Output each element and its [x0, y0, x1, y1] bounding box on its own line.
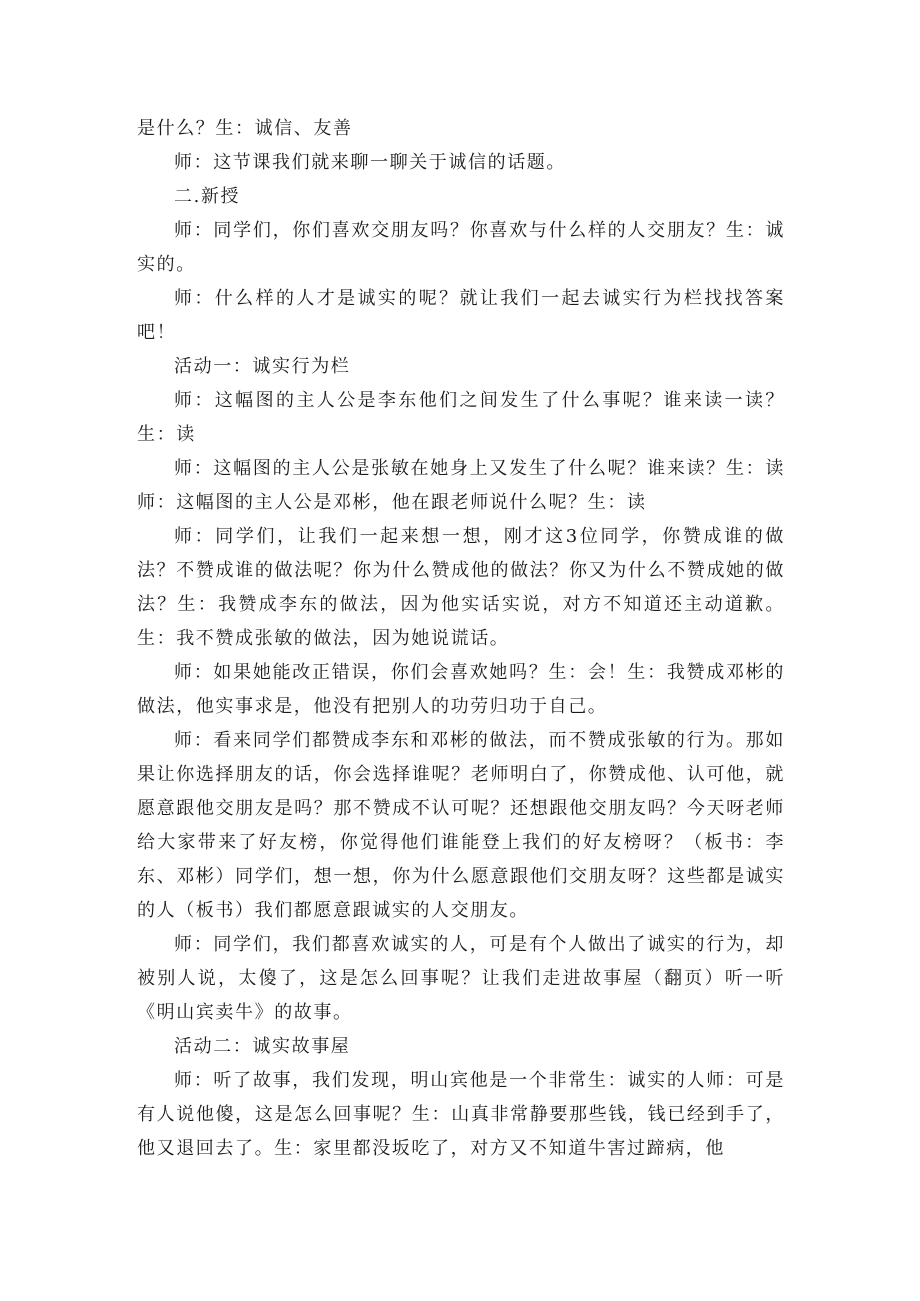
- activity-heading-two: 活动二：诚实故事屋: [174, 1036, 351, 1057]
- section-heading-new-lesson: 二.新授: [174, 186, 241, 207]
- paragraph-correct-mistake: 师：如果她能改正错误，你们会喜欢她吗？生：会！生：我赞成邓彬的做法，他实事求是，他没有把别人的功劳归功于自己。: [137, 662, 785, 717]
- paragraph-honest-question: 师：什么样的人才是诚实的呢？就让我们一起去诚实行为栏找找答案吧！: [137, 288, 785, 343]
- paragraph-three-students: 师：同学们，让我们一起来想一想，刚才这3位同学，你赞成谁的做法？不赞成谁的做法呢？你为什么赞成他的做法？你又为什么不赞成她的做法？生：我赞成李东的做法，因为他实话实说，对方不知道还主动道歉。生：我不赞成张敏的做法，因为她说谎话。: [137, 526, 785, 649]
- document-body: [137, 112, 785, 1166]
- activity-heading-one: 活动一：诚实行为栏: [174, 356, 351, 377]
- paragraph-teacher-topic: 师：这节课我们就来聊一聊关于诚信的话题。: [174, 152, 566, 173]
- paragraph-intro-answer: 是什么？生：诚信、友善: [137, 118, 353, 139]
- paragraph-story-intro: 师：同学们，我们都喜欢诚实的人，可是有个人做出了诚实的行为，却被别人说，太傻了，这是怎么回事呢？让我们走进故事屋（翻页）听一听《明山宾卖牛》的故事。: [137, 934, 785, 1023]
- paragraph-zhangmin-picture: 师：这幅图的主人公是张敏在她身上又发生了什么呢？谁来读？生：读师：这幅图的主人公是邓彬，他在跟老师说什么呢？生：读: [137, 458, 785, 513]
- paragraph-friend-list: 师：看来同学们都赞成李东和邓彬的做法，而不赞成张敏的行为。那如果让你选择朋友的话，你会选择谁呢？老师明白了，你赞成他、认可他，就愿意跟他交朋友是吗？那不赞成不认可呢？还想跟他交朋友吗？今天呀老师给大家带来了好友榜，你觉得他们谁能登上我们的好友榜呀？（板书：李东、邓彬）同学们，想一想，你为什么愿意跟他们交朋友呀？这些都是诚实的人（板书）我们都愿意跟诚实的人交朋友。: [137, 730, 785, 921]
- paragraph-story-discussion: 师：听了故事，我们发现，明山宾他是一个非常生：诚实的人师：可是有人说他傻，这是怎么回事呢？生：山真非常静要那些钱，钱已经到手了，他又退回去了。生：家里都没坂吃了，对方又不知道牛害过蹄病，他: [137, 1070, 785, 1159]
- paragraph-lidong-picture: 师：这幅图的主人公是李东他们之间发生了什么事呢？谁来读一读？生：读: [137, 390, 785, 445]
- paragraph-friends-question: 师：同学们，你们喜欢交朋友吗？你喜欢与什么样的人交朋友？生：诚实的。: [137, 220, 785, 275]
